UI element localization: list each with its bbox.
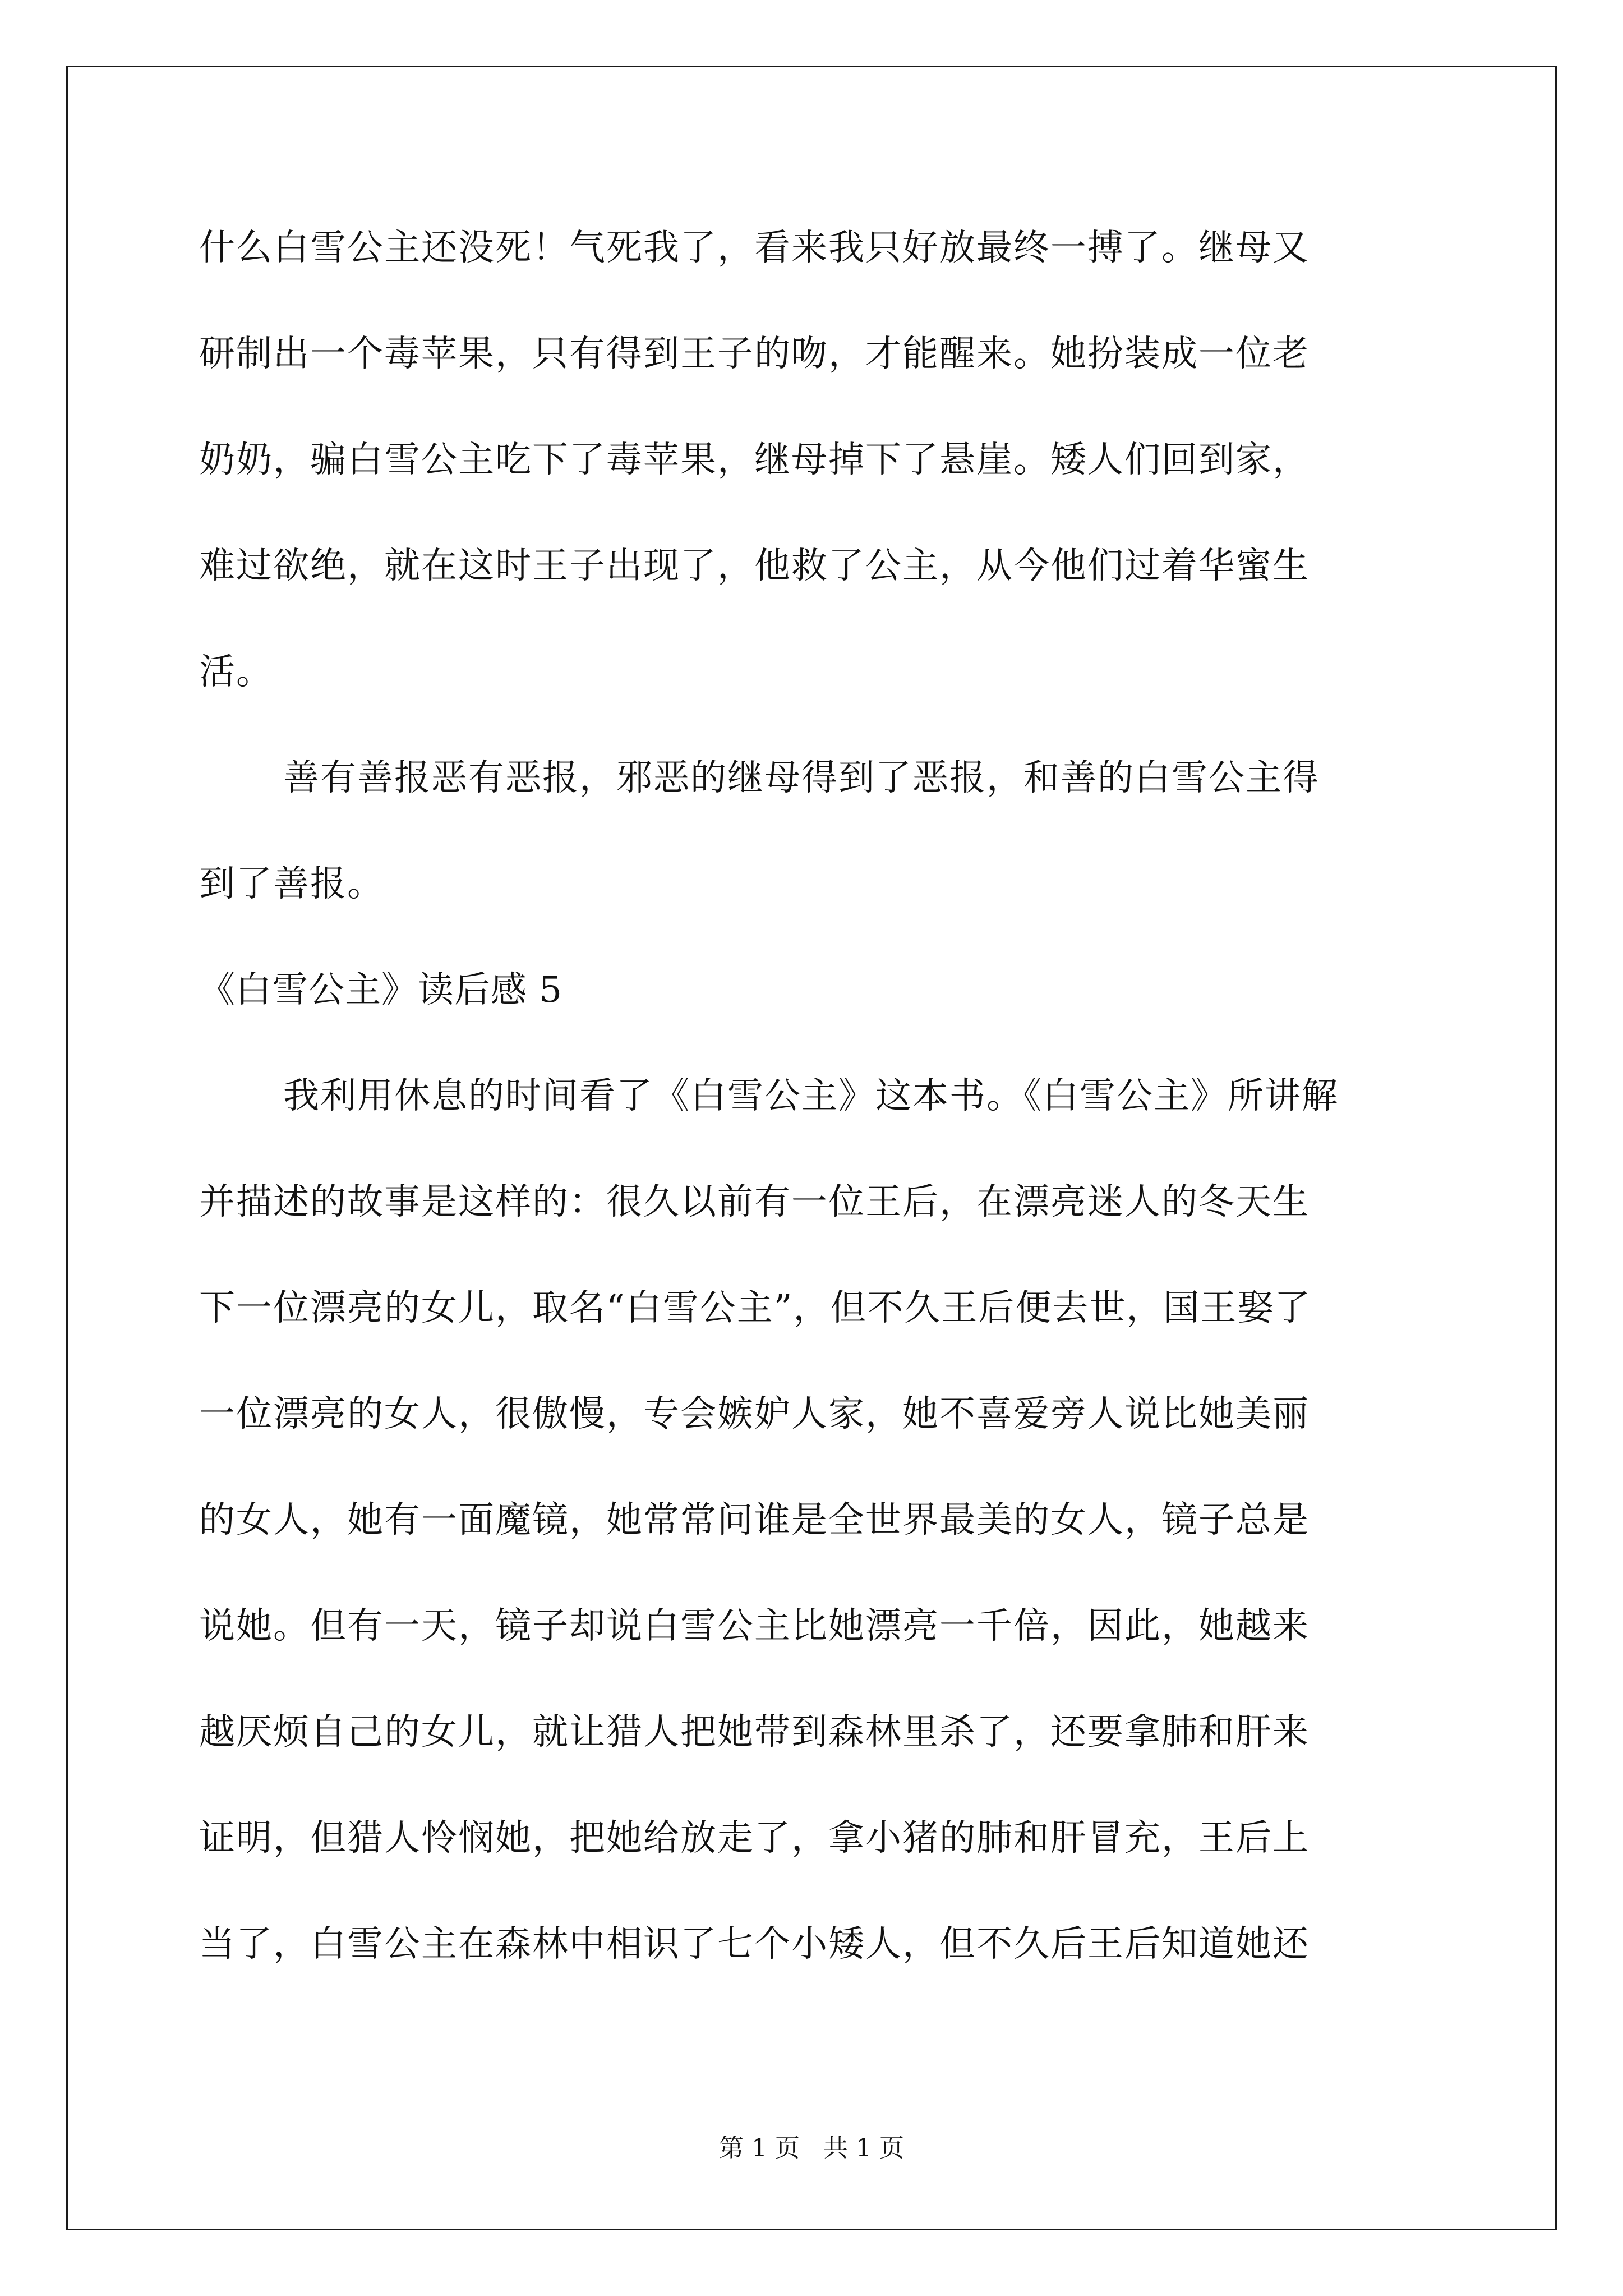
body-text-line: 说她。但有一天，镜子却说白雪公主比她漂亮一千倍，因此，她越来 — [199, 1605, 1310, 1647]
body-text-line: 难过欲绝，就在这时王子出现了，他救了公主，从今他们过着华蜜生 — [199, 545, 1310, 587]
body-text-line: 当了，白雪公主在森林中相识了七个小矮人，但不久后王后知道她还 — [199, 1924, 1310, 1965]
body-text-line: 活。 — [199, 651, 273, 693]
body-text-line: 到了善报。 — [199, 863, 384, 905]
body-text-line: 下一位漂亮的女儿，取名“白雪公主”，但不久王后便去世，国王娶了 — [199, 1287, 1312, 1329]
body-text-line: 奶奶，骗白雪公主吃下了毒苹果，继母掉下了悬崖。矮人们回到家， — [199, 439, 1310, 481]
body-text-line: 一位漂亮的女人，很傲慢，专会嫉妒人家，她不喜爱旁人说比她美丽 — [199, 1393, 1310, 1435]
body-text-line: 我利用休息的时间看了《白雪公主》这本书。《白雪公主》所讲解 — [283, 1075, 1339, 1117]
body-text-line: 善有善报恶有恶报，邪恶的继母得到了恶报，和善的白雪公主得 — [283, 757, 1320, 799]
body-text-line: 证明，但猎人怜悯她，把她给放走了，拿小猪的肺和肝冒充，王后上 — [199, 1818, 1310, 1859]
page-number-footer: 第 1 页 共 1 页 — [719, 2134, 904, 2162]
body-text-line: 的女人，她有一面魔镜，她常常问谁是全世界最美的女人，镜子总是 — [199, 1499, 1310, 1541]
page-border — [66, 66, 1557, 2230]
body-text-line: 并描述的故事是这样的：很久以前有一位王后，在漂亮迷人的冬天生 — [199, 1181, 1310, 1223]
section-heading: 《白雪公主》读后感 5 — [199, 969, 563, 1011]
body-text-line: 什么白雪公主还没死！气死我了，看来我只好放最终一搏了。继母又 — [199, 227, 1310, 269]
body-text-line: 研制出一个毒苹果，只有得到王子的吻，才能醒来。她扮装成一位老 — [199, 333, 1310, 375]
body-text-line: 越厌烦自己的女儿，就让猎人把她带到森林里杀了，还要拿肺和肝来 — [199, 1711, 1310, 1753]
